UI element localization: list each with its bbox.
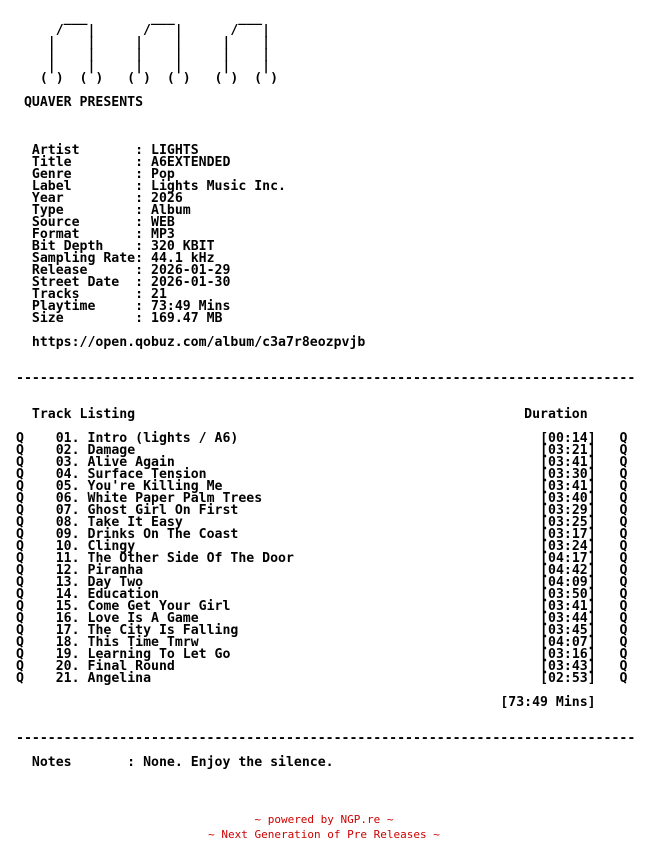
info-value: Lights Music Inc. — [151, 179, 286, 194]
track-duration: [03:16] — [540, 647, 596, 662]
track-title: The City Is Falling — [87, 623, 239, 638]
footer-powered-by: ~ powered by NGP.re ~ — [254, 813, 394, 826]
track-title: Come Get Your Girl — [87, 599, 231, 614]
track-title: You're Killing Me — [87, 479, 223, 494]
info-row: Year : 2026 — [31, 191, 183, 206]
track-marker: Q — [16, 527, 24, 542]
notes-line: Notes : None. Enjoy the silence. — [31, 755, 334, 769]
info-label: Tracks — [31, 287, 80, 302]
track-title: The Other Side Of The Door — [87, 551, 294, 566]
info-label: Genre — [31, 167, 72, 182]
info-label: Street Date — [31, 275, 120, 290]
track-number: 05. — [55, 479, 80, 494]
info-row: Artist : LIGHTS — [31, 143, 199, 158]
presents-title: QUAVER PRESENTS — [23, 95, 144, 110]
ascii-logo-line: ( ) ( ) ( ) ( ) ( ) ( ) — [16, 71, 279, 86]
track-duration: [04:09] — [540, 575, 596, 590]
track-title: Take It Easy — [87, 515, 183, 530]
track-title: Education — [87, 587, 159, 602]
track-number: 17. — [55, 623, 80, 638]
track-title: Damage — [87, 443, 136, 458]
ascii-logo-line: ___ ___ ___ — [16, 13, 263, 26]
track-duration: [03:45] — [540, 623, 596, 638]
info-label: Source — [31, 215, 80, 230]
info-row: Label : Lights Music Inc. — [31, 179, 286, 194]
track-marker: Q — [619, 647, 628, 662]
info-value: A6EXTENDED — [151, 155, 231, 170]
track-duration: [03:30] — [540, 467, 596, 482]
info-row: Format : MP3 — [31, 227, 175, 242]
track-duration: [03:40] — [540, 491, 596, 506]
track-title: Piranha — [87, 563, 144, 578]
track-number: 03. — [55, 455, 80, 470]
info-value: WEB — [151, 215, 175, 230]
track-marker: Q — [16, 575, 24, 590]
tracklist-header-line — [16, 407, 588, 422]
info-value: 73:49 Mins — [151, 299, 231, 314]
info-row: Street Date : 2026-01-30 — [31, 275, 231, 290]
info-row: Release : 2026-01-29 — [31, 263, 231, 278]
ascii-logo-line: | | | | | | — [16, 59, 271, 74]
divider: ------------------------------------------------------------------------------ — [16, 731, 636, 746]
info-label: Playtime — [31, 299, 96, 314]
info-row: Playtime : 73:49 Mins — [31, 299, 231, 314]
track-duration: [00:14] — [540, 431, 596, 446]
info-row: Size : 169.47 MB — [31, 311, 223, 326]
track-duration: [03:50] — [540, 587, 596, 602]
track-duration: [03:41] — [540, 599, 596, 614]
track-marker: Q — [619, 575, 628, 590]
info-value: 44.1 kHz — [151, 251, 215, 266]
track-marker: Q — [16, 491, 24, 506]
track-title: Drinks On The Coast — [87, 527, 239, 542]
track-title: White Paper Palm Trees — [87, 491, 263, 506]
track-marker: Q — [619, 611, 628, 626]
track-marker: Q — [16, 551, 24, 566]
track-number: 18. — [55, 635, 80, 650]
notes-value: None. Enjoy the silence. — [143, 755, 334, 769]
duration-header: Duration — [524, 407, 588, 422]
track-marker: Q — [16, 563, 24, 578]
track-marker: Q — [619, 515, 628, 530]
track-title: Intro (lights / A6) — [87, 431, 239, 446]
ascii-logo-line: | | | | | | — [16, 35, 271, 50]
url-line — [16, 335, 365, 350]
track-title: Love Is A Game — [87, 611, 199, 626]
track-title: Angelina — [87, 671, 152, 686]
info-label: Release — [31, 263, 88, 278]
track-title: Ghost Girl On First — [87, 503, 239, 518]
track-number: 16. — [55, 611, 80, 626]
track-number: 20. — [55, 659, 80, 674]
info-row: Source : WEB — [31, 215, 175, 230]
track-marker: Q — [619, 635, 628, 650]
track-number: 08. — [55, 515, 80, 530]
track-marker: Q — [16, 503, 24, 518]
track-title: Final Round — [87, 659, 175, 674]
track-marker: Q — [16, 539, 24, 554]
track-marker: Q — [619, 455, 628, 470]
info-value: 2026-01-29 — [151, 263, 231, 278]
info-value: 21 — [151, 287, 167, 302]
track-marker: Q — [16, 611, 24, 626]
track-title: Clingy — [87, 539, 136, 554]
info-row: Tracks : 21 — [31, 287, 167, 302]
track-number: 09. — [55, 527, 80, 542]
track-marker: Q — [619, 599, 628, 614]
track-marker: Q — [16, 587, 24, 602]
info-label: Sampling Rate — [31, 251, 136, 266]
track-marker: Q — [16, 431, 24, 446]
track-number: 11. — [55, 551, 80, 566]
footer — [0, 812, 648, 842]
track-title: Surface Tension — [87, 467, 207, 482]
track-duration: [02:53] — [540, 671, 596, 686]
track-marker: Q — [619, 491, 628, 506]
info-label: Label — [31, 179, 72, 194]
info-label: Format — [31, 227, 80, 242]
track-title: Day Two — [87, 575, 144, 590]
track-marker: Q — [619, 503, 628, 518]
track-marker: Q — [619, 563, 628, 578]
divider: ------------------------------------------------------------------------------ — [16, 371, 636, 386]
track-number: 15. — [55, 599, 80, 614]
track-duration: [03:41] — [540, 479, 596, 494]
track-marker: Q — [16, 635, 24, 650]
track-marker: Q — [619, 587, 628, 602]
info-row: Type : Album — [31, 203, 191, 218]
info-row: Title : A6EXTENDED — [31, 155, 231, 170]
info-value: Album — [151, 203, 191, 218]
footer-tagline: ~ Next Generation of Pre Releases ~ — [208, 828, 440, 841]
track-marker: Q — [16, 455, 24, 470]
track-number: 07. — [55, 503, 80, 518]
track-marker: Q — [16, 623, 24, 638]
track-duration: [04:42] — [540, 563, 596, 578]
track-number: 01. — [55, 431, 80, 446]
track-title: Learning To Let Go — [87, 647, 231, 662]
tracklist-header: Track Listing — [31, 407, 136, 422]
track-marker: Q — [16, 647, 24, 662]
track-number: 02. — [55, 443, 80, 458]
track-duration: [04:07] — [540, 635, 596, 650]
total-playtime: [73:49 Mins] — [500, 695, 596, 710]
info-row: Sampling Rate: 44.1 kHz — [31, 251, 215, 266]
info-value: 320 KBIT — [151, 239, 215, 254]
track-number: 06. — [55, 491, 80, 506]
track-number: 19. — [55, 647, 80, 662]
track-duration: [04:17] — [540, 551, 596, 566]
track-duration: [03:43] — [540, 659, 596, 674]
track-number: 04. — [55, 467, 80, 482]
ascii-logo-line: / | / | / | — [16, 23, 271, 38]
track-number: 21. — [55, 671, 80, 686]
track-duration: [03:25] — [540, 515, 596, 530]
info-value: 169.47 MB — [151, 311, 223, 326]
album-url: https://open.qobuz.com/album/c3a7r8eozpvjb — [31, 335, 366, 350]
info-value: 2026 — [151, 191, 183, 206]
track-row — [16, 671, 627, 686]
track-marker: Q — [619, 479, 628, 494]
info-label: Year — [31, 191, 64, 206]
total-line — [16, 695, 596, 710]
track-number: 14. — [55, 587, 80, 602]
track-marker: Q — [619, 431, 628, 446]
track-marker: Q — [16, 659, 24, 674]
info-label: Size — [31, 311, 64, 326]
track-duration: [03:44] — [540, 611, 596, 626]
track-number: 10. — [55, 539, 80, 554]
track-marker: Q — [619, 551, 628, 566]
info-label: Artist — [31, 143, 80, 158]
nfo-document — [16, 13, 640, 769]
track-number: 13. — [55, 575, 80, 590]
track-marker: Q — [16, 671, 24, 686]
info-row: Bit Depth : 320 KBIT — [31, 239, 215, 254]
track-duration: [03:21] — [540, 443, 596, 458]
track-title: This Time Tmrw — [87, 635, 199, 650]
track-title: Alive Again — [87, 455, 175, 470]
track-marker: Q — [619, 539, 628, 554]
info-value: MP3 — [151, 227, 175, 242]
track-marker: Q — [619, 467, 628, 482]
presents-line — [16, 95, 143, 110]
ascii-logo-line: | | | | | | — [16, 47, 271, 62]
track-number: 12. — [55, 563, 80, 578]
track-duration: [03:17] — [540, 527, 596, 542]
track-marker: Q — [16, 479, 24, 494]
track-marker: Q — [619, 623, 628, 638]
track-marker: Q — [16, 515, 24, 530]
notes-label: Notes — [31, 755, 72, 769]
track-marker: Q — [619, 671, 628, 686]
ascii-logo — [16, 71, 278, 86]
info-label: Title — [31, 155, 72, 170]
info-label: Bit Depth — [31, 239, 104, 254]
track-marker: Q — [16, 443, 24, 458]
track-duration: [03:24] — [540, 539, 596, 554]
info-value: Pop — [151, 167, 175, 182]
track-marker: Q — [619, 659, 628, 674]
track-marker: Q — [16, 599, 24, 614]
track-marker: Q — [16, 467, 24, 482]
info-row: Genre : Pop — [31, 167, 175, 182]
info-label: Type — [31, 203, 64, 218]
info-value: LIGHTS — [151, 143, 199, 158]
track-duration: [03:41] — [540, 455, 596, 470]
info-value: 2026-01-30 — [151, 275, 231, 290]
track-marker: Q — [619, 443, 628, 458]
track-marker: Q — [619, 527, 628, 542]
track-duration: [03:29] — [540, 503, 596, 518]
